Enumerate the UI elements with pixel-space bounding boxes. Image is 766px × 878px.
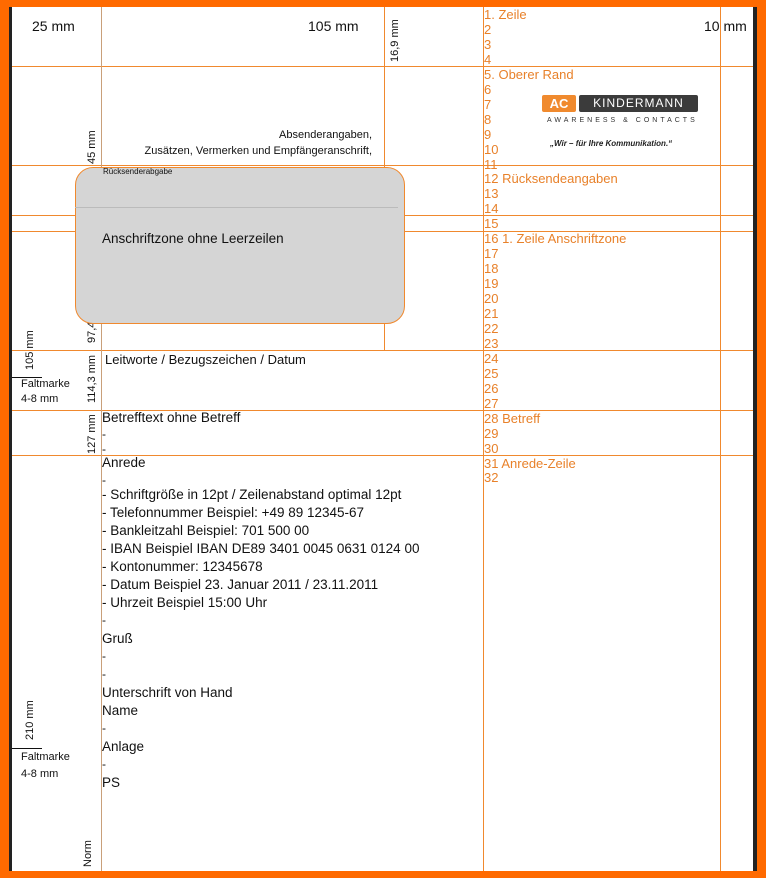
line-number: 20 — [484, 291, 499, 307]
placeholder-dash: - — [102, 667, 106, 681]
line-number: 6 — [484, 81, 492, 97]
body-line: - Schriftgröße in 12pt / Zeilenabstand optimal 12pt — [102, 487, 402, 502]
fold-mark-range: 4-8 mm — [21, 768, 59, 780]
right-margin-line — [720, 7, 721, 871]
closing: Gruß — [102, 631, 133, 646]
name-label: Name — [102, 703, 139, 718]
salutation: Anrede — [102, 455, 146, 470]
body-line: - Uhrzeit Beispiel 15:00 Uhr — [102, 595, 268, 610]
line-number: 27 — [484, 395, 499, 411]
measure-45: 45 mm — [86, 130, 98, 164]
body-line: - Bankleitzahl Beispiel: 701 500 00 — [102, 523, 310, 538]
right-margin-label: 10 mm — [704, 18, 747, 34]
subject-label: Betrefftext ohne Betreff — [102, 410, 241, 425]
line-number: 3 — [484, 36, 492, 52]
line-number: 21 — [484, 306, 499, 321]
logo-ac-mark: AC — [542, 95, 576, 112]
placeholder-dash: - — [102, 442, 106, 456]
guide-line — [12, 66, 753, 67]
line-number: 28 Betreff — [484, 410, 541, 426]
line-number: 7 — [484, 96, 492, 112]
line-number: 12 Rücksendeangaben — [484, 171, 618, 187]
measure-127: 127 mm — [86, 414, 98, 454]
line-number: 5. Oberer Rand — [484, 66, 574, 82]
return-label: Rücksenderabgabe — [103, 167, 173, 176]
line-number: 15 — [484, 216, 499, 232]
line-number: 4 — [484, 51, 492, 67]
line-number: 16 1. Zeile Anschriftzone — [484, 231, 627, 247]
line-number: 17 — [484, 246, 499, 262]
line-number: 23 — [484, 335, 499, 351]
line-number: 26 — [484, 380, 499, 396]
sender-line-2: Zusätzen, Vermerken und Empfängeranschrift, — [144, 145, 372, 157]
guide-line — [12, 165, 753, 166]
norm-label: Norm — [82, 840, 94, 867]
references-label: Leitworte / Bezugszeichen / Datum — [105, 352, 306, 367]
line-number: 14 — [484, 201, 499, 217]
body-line: - Telefonnummer Beispiel: +49 89 12345-67 — [102, 505, 365, 520]
logo-slogan: „Wir – für Ihre Kommunikation.“ — [550, 139, 673, 148]
top-vertical-measure: 16,9 mm — [389, 19, 401, 62]
line-number: 10 — [484, 141, 499, 157]
line-number: 30 — [484, 440, 499, 456]
body-line: - Kontonummer: 12345678 — [102, 559, 263, 574]
line-number: 8 — [484, 111, 492, 127]
sender-line-1: Absenderangaben, — [279, 129, 372, 141]
line-number: 32 — [484, 470, 499, 486]
fold-mark-line — [12, 748, 42, 749]
line-number: 11 — [484, 156, 498, 172]
measure-105: 105 mm — [24, 330, 36, 370]
measure-210: 210 mm — [24, 700, 36, 740]
kindermann-logo — [542, 95, 702, 155]
fold-mark-label: Faltmarke — [21, 751, 70, 763]
line-number: 9 — [484, 126, 492, 142]
letter-template-page — [9, 7, 757, 871]
body-line: - IBAN Beispiel IBAN DE89 3401 0045 0631 0124 00 — [102, 541, 420, 556]
placeholder-dash: - — [102, 649, 106, 663]
zone-divider — [75, 207, 398, 208]
signature-label: Unterschrift von Hand — [102, 685, 233, 700]
line-number: 13 — [484, 186, 499, 202]
ps-label: PS — [102, 775, 121, 790]
guide-line — [12, 350, 753, 351]
placeholder-dash: - — [102, 757, 106, 771]
fold-mark-label: Faltmarke — [21, 378, 70, 390]
enclosure-label: Anlage — [102, 739, 145, 754]
address-zone-label: Anschriftzone ohne Leerzeilen — [102, 231, 284, 246]
measure-114: 114,3 mm — [86, 354, 98, 403]
placeholder-dash: - — [102, 427, 106, 441]
body-line: - Datum Beispiel 23. Januar 2011 / 23.11.2011 — [102, 577, 379, 592]
line-number: 18 — [484, 261, 499, 277]
middle-width-label: 105 mm — [308, 18, 359, 34]
logo-subtitle: AWARENESS & CONTACTS — [547, 117, 698, 124]
fold-mark-range: 4-8 mm — [21, 393, 59, 405]
placeholder-dash: - — [102, 613, 106, 627]
line-number: 29 — [484, 425, 499, 441]
line-number: 1. Zeile — [484, 7, 527, 22]
placeholder-dash: - — [102, 473, 106, 487]
logo-wordmark: KINDERMANN — [579, 95, 698, 112]
line-number: 31 Anrede-Zeile — [484, 455, 576, 471]
line-number: 2 — [484, 21, 492, 37]
line-number: 25 — [484, 365, 499, 381]
line-number: 19 — [484, 276, 499, 292]
left-margin-label: 25 mm — [32, 18, 75, 34]
placeholder-dash: - — [102, 721, 106, 735]
line-number: 22 — [484, 320, 499, 336]
line-number: 24 — [484, 350, 499, 366]
